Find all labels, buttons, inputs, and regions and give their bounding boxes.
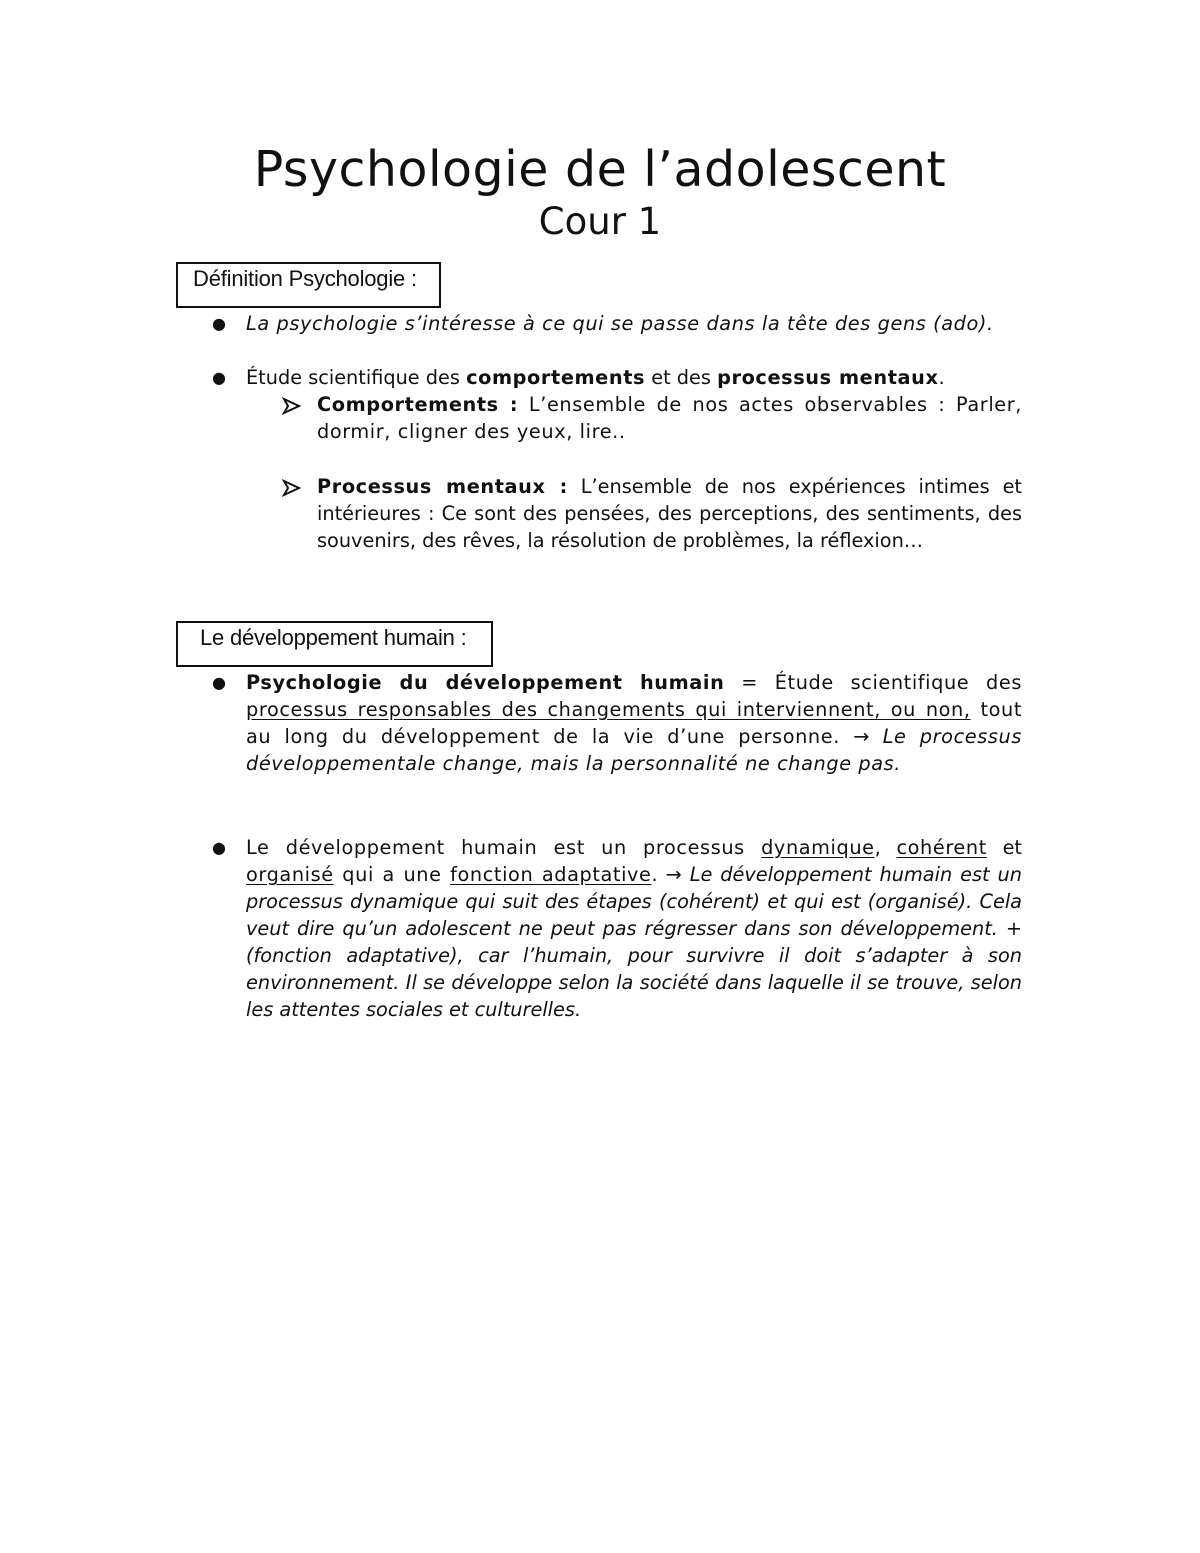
- text-span: et: [986, 836, 1022, 859]
- bullet-icon: ●: [212, 314, 226, 333]
- right-arrow-icon: →: [853, 725, 870, 748]
- arrowhead-bullet-icon: [282, 391, 302, 418]
- heading-definition: Définition Psychologie :: [193, 266, 417, 291]
- text-span: Le développement humain est un processus: [246, 836, 762, 859]
- paragraph-psychologie-developpement: [246, 669, 1022, 777]
- bold-label-comportements: Comportements :: [317, 393, 519, 416]
- text-span: .: [938, 366, 945, 389]
- heading-developpement: Le développement humain :: [200, 625, 467, 650]
- paragraph-processus-mentaux: [317, 473, 1022, 554]
- text-span: ,: [874, 836, 897, 859]
- bullet-icon: ●: [212, 368, 226, 387]
- bold-term-comportements: comportements: [466, 366, 646, 389]
- italic-text: Le développement humain est un processus dynamique qui suit des étapes (cohérent) et qui est (organisé). Cela veut dire qu’un adolescent ne peut pas régresser dans son développement. + (fonction adaptative), car l’humain, pour survivre il doit s’adapter à son environnement. Il se développe selon la société dans laquelle il se trouve, selon les attentes sociales et culturelles.: [246, 863, 1022, 1021]
- underlined-term-coherent: cohérent: [896, 836, 987, 859]
- paragraph-comportements: [317, 391, 1022, 445]
- arrowhead-bullet-icon: [282, 473, 302, 500]
- right-arrow-icon: →: [665, 863, 682, 886]
- paragraph-text: La psychologie s’intéresse à ce qui se passe dans la tête des gens (ado).: [246, 312, 994, 335]
- text-span: et des: [645, 366, 718, 389]
- document-subtitle: Cour 1: [538, 200, 662, 243]
- paragraph-scientific-study: [246, 364, 1022, 391]
- bold-term-processus-mentaux: processus mentaux: [717, 366, 939, 389]
- text-span: qui a une: [333, 863, 451, 886]
- italic-text: Le processus développementale change, mais la personnalité ne change pas.: [246, 725, 1022, 775]
- bold-term-psychologie-developpement: Psychologie du développement humain: [246, 671, 725, 694]
- underlined-text: processus responsables des changements qui interviennent, ou non,: [246, 698, 971, 721]
- text-span: tout au long du développement de la vie d’une personne.: [246, 698, 1022, 748]
- text-span: .: [651, 863, 666, 886]
- underlined-term-organise: organisé: [246, 863, 334, 886]
- bullet-icon: ●: [212, 838, 226, 857]
- text-span: L’ensemble de nos expériences intimes et intérieures : Ce sont des pensées, des perceptions, des sentiments, des souvenirs, des rêves, la résolution de problèmes, la réflexion…: [317, 475, 1022, 552]
- paragraph-developpement-humain: [246, 834, 1022, 1023]
- underlined-term-dynamique: dynamique: [761, 836, 875, 859]
- underlined-term-fonction-adaptative: fonction adaptative: [450, 863, 652, 886]
- paragraph-psychology-interest: [246, 310, 1022, 337]
- text-span: Étude scientifique des: [246, 366, 467, 389]
- text-span: L’ensemble de nos actes observables : Parler, dormir, cligner des yeux, lire..: [317, 393, 1022, 443]
- document-title: Psychologie de l’adolescent: [253, 141, 947, 198]
- bold-label-processus-mentaux: Processus mentaux :: [317, 475, 568, 498]
- bullet-icon: ●: [212, 673, 226, 692]
- text-span: = Étude scientifique des: [724, 671, 1022, 694]
